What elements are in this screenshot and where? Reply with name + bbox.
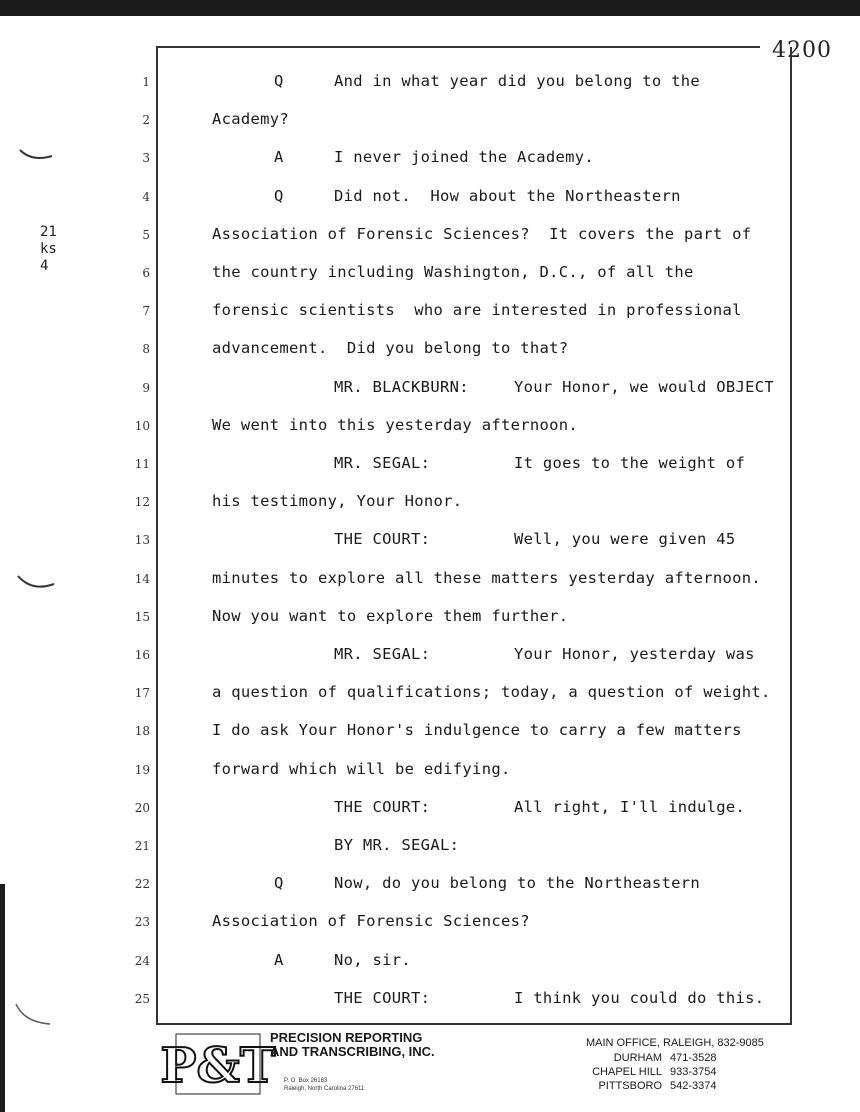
- line-text: No, sir.: [334, 951, 412, 969]
- office-row: [586, 1052, 764, 1066]
- company-name-line: PRECISION REPORTING: [270, 1030, 423, 1045]
- company-name-line: AND TRANSCRIBING, INC.: [270, 1044, 435, 1059]
- line-number: 18: [134, 724, 150, 738]
- speaker-label: THE COURT:: [334, 530, 431, 548]
- line-number: 6: [142, 266, 150, 280]
- line-number: 19: [134, 763, 150, 777]
- line-number: 9: [142, 381, 150, 395]
- line-text: advancement. Did you belong to that?: [212, 339, 569, 357]
- line-number: 21: [134, 839, 150, 853]
- line-text: a question of qualifications; today, a question of weight.: [212, 683, 771, 701]
- company-address: [284, 1077, 364, 1093]
- office-phone: 933-3754: [670, 1066, 717, 1078]
- line-number: 24: [134, 954, 150, 968]
- line-text: Now you want to explore them further.: [212, 607, 569, 625]
- line-text: the country including Washington, D.C., of all the: [212, 263, 694, 281]
- office-row: [586, 1080, 764, 1094]
- line-number: 7: [142, 304, 150, 318]
- margin-tick-mark: [18, 146, 54, 166]
- office-phone: 542-3374: [670, 1080, 717, 1092]
- office-city: DURHAM: [613, 1052, 662, 1064]
- line-text: Did not. How about the Northeastern: [334, 187, 681, 205]
- line-number: 3: [142, 151, 150, 165]
- qa-marker: Q: [274, 187, 284, 205]
- qa-marker: Q: [274, 874, 284, 892]
- line-number: 1: [142, 75, 150, 89]
- speaker-label: MR. BLACKBURN:: [334, 378, 469, 396]
- speaker-label: MR. SEGAL:: [334, 645, 431, 663]
- line-text: And in what year did you belong to the: [334, 72, 701, 90]
- line-number: 4: [142, 190, 150, 204]
- line-text: Your Honor, yesterday was: [514, 645, 755, 663]
- line-text: It goes to the weight of: [514, 454, 746, 472]
- line-number: 10: [134, 419, 150, 433]
- line-text: I do ask Your Honor's indulgence to carry a few matters: [212, 721, 742, 739]
- line-number: 16: [134, 648, 150, 662]
- margin-tick-mark: [14, 1002, 54, 1030]
- margin-note-line: ks: [40, 241, 57, 257]
- line-text: forensic scientists who are interested in professional: [212, 301, 742, 319]
- line-number: 22: [134, 877, 150, 891]
- speaker-label: THE COURT:: [334, 798, 431, 816]
- line-text: Academy?: [212, 110, 290, 128]
- page-number: 4200: [772, 38, 832, 63]
- line-text: Well, you were given 45: [514, 530, 736, 548]
- line-text: All right, I'll indulge.: [514, 798, 746, 816]
- main-office: MAIN OFFICE, RALEIGH, 832-9085: [586, 1037, 764, 1049]
- company-logo: [160, 1030, 276, 1098]
- left-edge-bar: [0, 884, 5, 1112]
- line-number: 13: [134, 533, 150, 547]
- address-line: P. O. Box 26163: [284, 1078, 328, 1084]
- speaker-label: BY MR. SEGAL:: [334, 836, 460, 854]
- line-number: 2: [142, 113, 150, 127]
- margin-note-line: 21: [40, 224, 57, 240]
- margin-note-line: 4: [40, 258, 49, 274]
- line-number: 5: [142, 228, 150, 242]
- margin-note: [40, 224, 57, 275]
- line-text: Association of Forensic Sciences?: [212, 912, 530, 930]
- line-text: We went into this yesterday afternoon.: [212, 416, 579, 434]
- line-text: Association of Forensic Sciences? It covers the part of: [212, 225, 752, 243]
- line-text: minutes to explore all these matters yesterday afternoon.: [212, 569, 762, 587]
- line-number: 25: [134, 992, 150, 1006]
- line-number: 12: [134, 495, 150, 509]
- logo-text: P&T: [160, 1038, 276, 1094]
- office-row: [586, 1066, 764, 1080]
- qa-marker: Q: [274, 72, 284, 90]
- office-city: PITTSBORO: [598, 1080, 662, 1092]
- line-number: 14: [134, 572, 150, 586]
- qa-marker: A: [274, 951, 284, 969]
- line-text: Now, do you belong to the Northeastern: [334, 874, 701, 892]
- line-text: his testimony, Your Honor.: [212, 492, 463, 510]
- office-list: [586, 1037, 764, 1094]
- top-edge-bar: [0, 0, 860, 16]
- line-number: 20: [134, 801, 150, 815]
- qa-marker: A: [274, 148, 284, 166]
- company-name: [270, 1031, 435, 1059]
- office-phone: 471-3528: [670, 1052, 717, 1064]
- line-number: 11: [134, 457, 150, 471]
- line-text: Your Honor, we would OBJECT: [514, 378, 775, 396]
- address-line: Raleigh, North Carolina 27611: [284, 1086, 365, 1092]
- line-text: I think you could do this.: [514, 989, 765, 1007]
- speaker-label: MR. SEGAL:: [334, 454, 431, 472]
- line-number: 23: [134, 915, 150, 929]
- line-number: 17: [134, 686, 150, 700]
- line-number: 8: [142, 342, 150, 356]
- line-text: I never joined the Academy.: [334, 148, 595, 166]
- office-city: CHAPEL HILL: [592, 1066, 662, 1078]
- line-text: forward which will be edifying.: [212, 760, 511, 778]
- speaker-label: THE COURT:: [334, 989, 431, 1007]
- margin-tick-mark: [16, 572, 56, 594]
- line-number: 15: [134, 610, 150, 624]
